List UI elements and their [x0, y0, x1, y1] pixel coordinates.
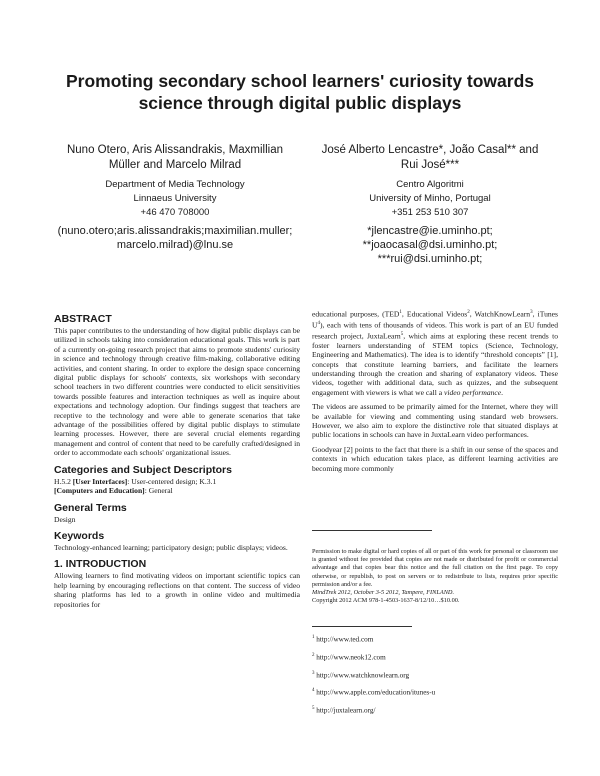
text-run: , WatchKnowLearn — [469, 309, 531, 319]
general-terms-heading: General Terms — [54, 501, 127, 514]
text-run: , Educational Videos — [401, 309, 468, 319]
category-bold: [User Interfaces] — [72, 476, 128, 486]
footnote-url[interactable]: http://juxtalearn.org/ — [316, 706, 376, 715]
title-line-2: science through digital public displays — [138, 93, 462, 113]
footnote — [312, 704, 558, 715]
text-run: educational purposes, (TED — [312, 309, 400, 319]
author-emails — [305, 224, 555, 266]
author-block-left — [50, 143, 300, 252]
text-run: . — [501, 387, 504, 397]
introduction-text: Allowing learners to find motivating videos on important scientific topics can help learning by encouraging reflections on that content. The success of video sharing platforms has led to a growth in online video and multimedia repositories for — [54, 571, 300, 609]
affiliation — [305, 178, 555, 220]
category-rest: : User-centered design; K.3.1 — [127, 476, 217, 486]
footnote-number: 4 — [312, 688, 315, 694]
university: Linnaeus University — [133, 193, 217, 204]
abstract-text: This paper contributes to the understanding of how digital public displays can be utilized in schools taking into consideration educational goals. This work is part of a currently on-going research project that aims to promote students' curiosity in science and technology through creative film-making, collaborative editing activities, and content sharing. In order to explore the design space concerning digital public displays for schools' contexts, six workshops with secondary school teachers in two different countries were conducted to elicit sensitivities towards possible features and interaction techniques as well as inquire about expectations and technology adoption. Our findings suggest that teachers are receptive to the technology and were able to generate scenarios that take advantage of the possibilities offered by digital public displays to stimulate learning processes. However, there are several crucial elements regarding management and control of content that need to be carefully crafted/designed in order to accommodate each schools' organizational issues. — [54, 326, 300, 458]
category-rest: : General — [144, 486, 173, 496]
intro-paragraph-1 — [312, 308, 558, 397]
email-line: **joaocasal@dsi.uminho.pt; — [362, 239, 498, 251]
footnote — [312, 651, 558, 662]
footnote-ref: 4 — [317, 320, 320, 326]
author-names — [305, 143, 555, 173]
footnote-url[interactable]: http://www.apple.com/education/itunes-u — [316, 688, 436, 697]
footnote-number: 5 — [312, 706, 315, 712]
text-run: , iTunes U — [312, 309, 559, 330]
introduction-heading: 1. INTRODUCTION — [54, 558, 147, 571]
footnotes — [312, 633, 558, 722]
affiliation — [50, 178, 300, 220]
university: University of Minho, Portugal — [369, 193, 491, 204]
permission-text: Permission to make digital or hard copies of all or part of this work for personal or classroom use is granted without fee provided that copies are not made or distributed for profit or commercial advantage and that copies bear this notice and the full citation on the first page. To copy otherwise, or republish, to post on servers or to redistribute to lists, requires prior specific permission and/or a fee. — [312, 548, 558, 588]
footnote-divider — [312, 530, 432, 531]
text-run: ), each with tens of thousands of videos. This work is part of an EU funded research project, JuxtaLearn — [312, 320, 558, 341]
footnotes-divider — [312, 626, 412, 627]
email-line: *jlencastre@ie.uminho.pt; — [367, 225, 493, 237]
general-terms-text: Design — [54, 514, 76, 524]
italic-term: video performance — [444, 387, 502, 397]
text-run: , which aims at exploring these recent trends to foster learners understanding of STEM topics (Science, Technology, Engineering and Mathematics). The idea is to identify “threshold concepts” [1], concepts that constitute learning barriers, and facilitate the learners understanding through the creation and sharing of explanatory videos. These videos, together with additional data, such as quizzes, and the subsequent engagement with viewers is what we call a — [312, 331, 559, 397]
author-names — [50, 143, 300, 173]
footnote — [312, 633, 558, 644]
author-names-line: Nuno Otero, Aris Alissandrakis, Maxmillian — [66, 144, 284, 156]
author-block-right — [305, 143, 555, 266]
phone: +351 253 510 307 — [391, 207, 469, 218]
department: Centro Algoritmi — [396, 179, 464, 190]
email-line: marcelo.milrad)@lnu.se — [116, 239, 234, 251]
author-names-line: Müller and Marcelo Milrad — [108, 159, 242, 171]
email-line: ***rui@dsi.uminho.pt; — [377, 253, 483, 265]
footnote-ref: 3 — [530, 310, 533, 315]
footnote-ref: 2 — [467, 310, 470, 315]
footnote-url[interactable]: http://www.neok12.com — [316, 653, 386, 662]
keywords-heading: Keywords — [54, 529, 105, 542]
phone: +46 470 708000 — [140, 207, 210, 218]
footnote — [312, 669, 558, 680]
category-code: H.5.2 — [54, 476, 71, 486]
permission-block — [312, 548, 558, 605]
footnote-number: 1 — [312, 635, 315, 640]
author-names-line: Rui José*** — [400, 159, 460, 171]
email-line: (nuno.otero;aris.alissandrakis;maximilian.muller; — [57, 225, 293, 237]
left-column — [54, 313, 300, 609]
intro-paragraph-2: The videos are assumed to be primarily aimed for the Internet, where they will be available for viewing and commenting using standard web browsers. However, we also aim to explore the distinctive role that situated displays at public locations in schools can have in JuxtaLearn video performances. — [312, 402, 558, 440]
department: Department of Media Technology — [105, 179, 245, 190]
footnote-url[interactable]: http://www.ted.com — [316, 635, 374, 644]
abstract-heading: ABSTRACT — [54, 313, 112, 325]
keywords-text: Technology-enhanced learning; participatory design; public displays; videos. — [54, 542, 288, 552]
categories-heading: Categories and Subject Descriptors — [54, 463, 232, 476]
right-column — [312, 308, 558, 473]
conference-line: MindTrek 2012, October 3-5 2012, Tampere, FINLAND. — [312, 589, 455, 597]
footnote-ref: 5 — [400, 331, 404, 337]
category-bold: [Computers and Education] — [54, 486, 145, 496]
footnote-ref: 1 — [399, 310, 402, 315]
footnote — [312, 686, 558, 697]
intro-paragraph-3: Goodyear [2] points to the fact that there is a shift in our sense of the spaces and contexts in which education takes place, as different learning activities are becoming more commonly — [312, 444, 558, 473]
categories-text — [54, 477, 300, 496]
footnote-number: 3 — [312, 670, 315, 676]
author-names-line: José Alberto Lencastre*, João Casal** and — [321, 144, 539, 156]
paper-title — [40, 70, 560, 114]
copyright-line: Copyright 2012 ACM 978-1-4503-1637-8/12/10…$10.00. — [312, 597, 460, 605]
title-line-1: Promoting secondary school learners' curiosity towards — [65, 71, 535, 91]
footnote-url[interactable]: http://www.watchknowlearn.org — [316, 670, 410, 679]
author-emails — [50, 224, 300, 252]
footnote-number: 2 — [312, 652, 315, 658]
